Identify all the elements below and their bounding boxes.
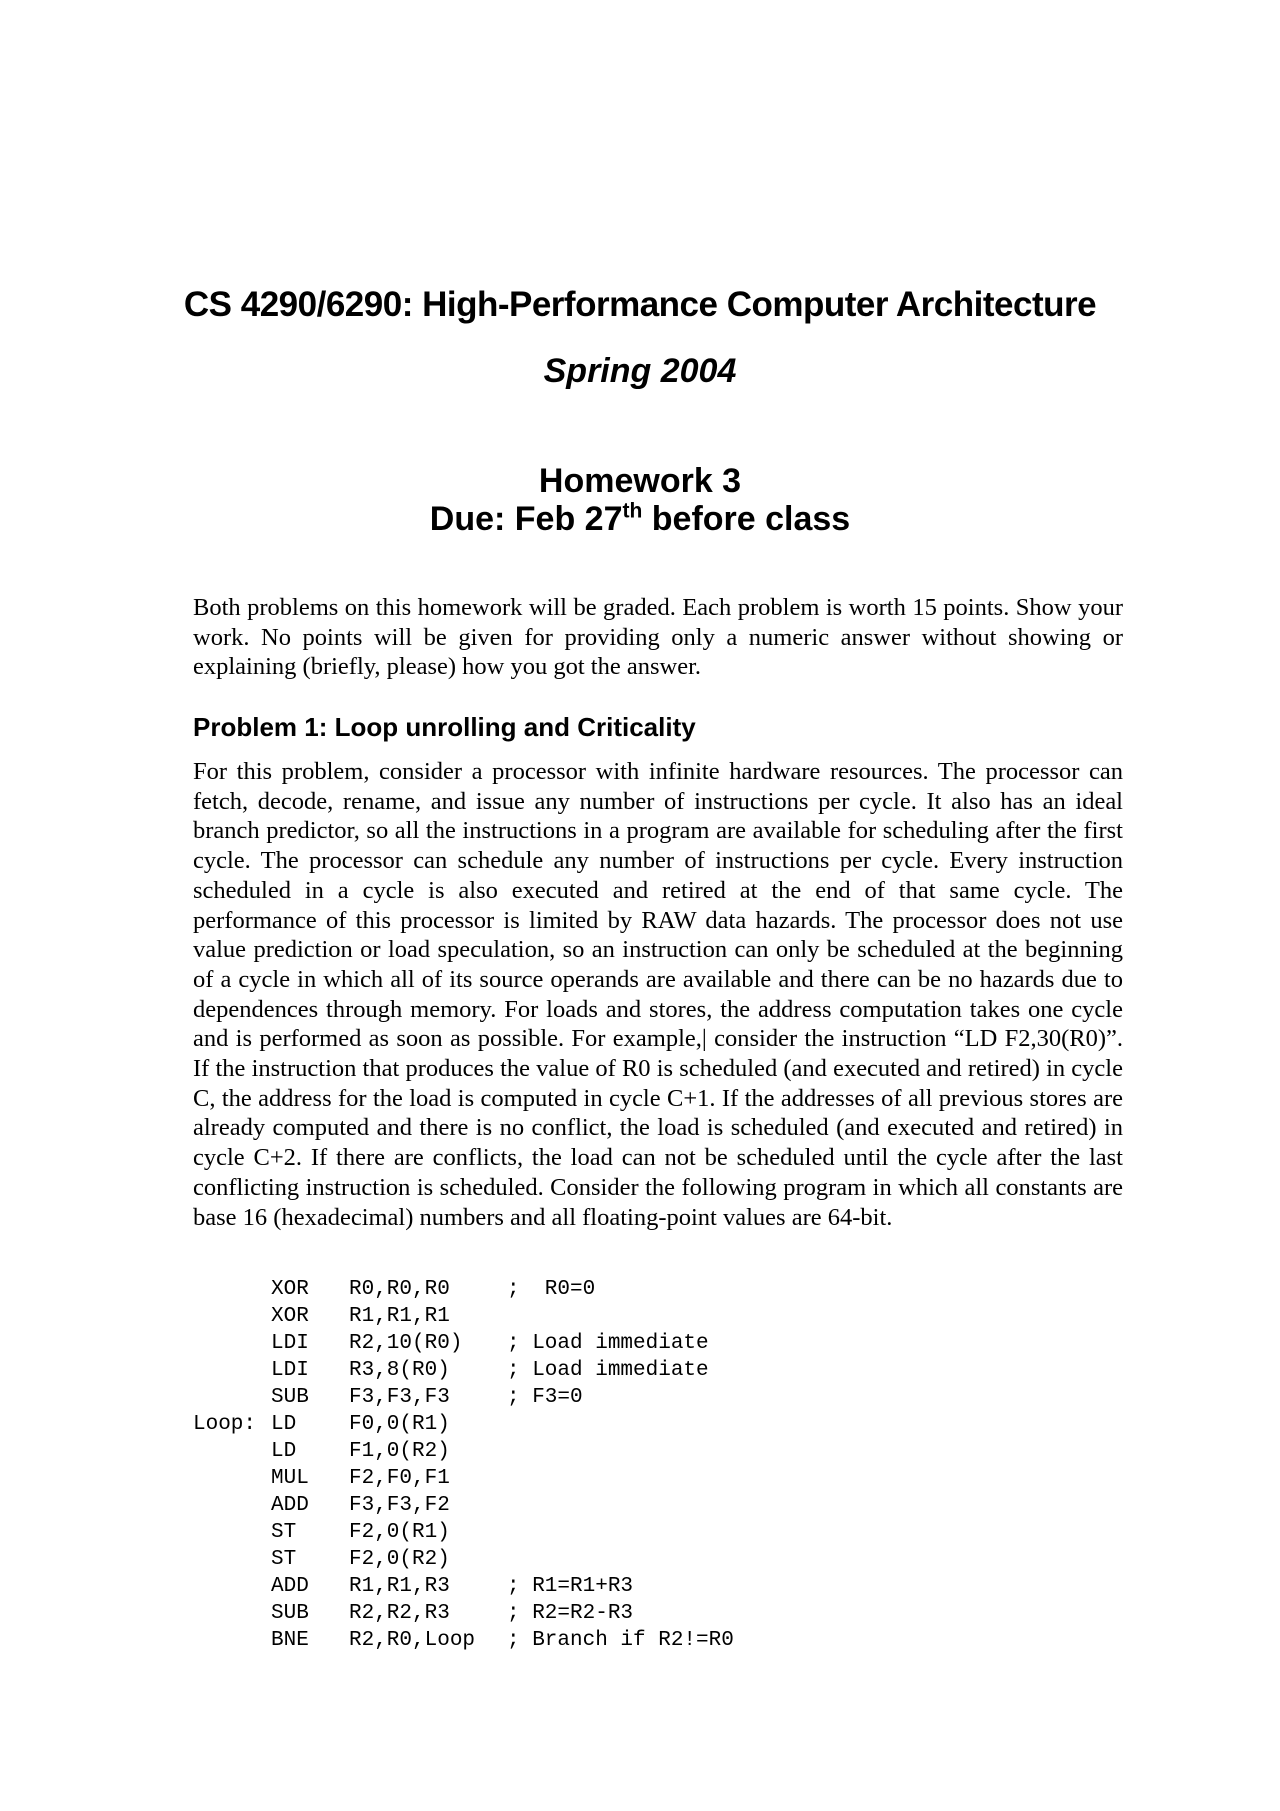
code-comment: ; Load immediate	[507, 1359, 709, 1382]
code-line	[193, 1384, 734, 1411]
code-operands: R3,8(R0)	[349, 1359, 450, 1382]
code-line	[193, 1465, 734, 1492]
code-operands: F0,0(R1)	[349, 1413, 450, 1436]
code-line	[193, 1546, 734, 1573]
code-comment: ; Branch if R2!=R0	[507, 1629, 734, 1652]
code-comment: ; R2=R2-R3	[507, 1602, 634, 1625]
code-line	[193, 1627, 734, 1654]
code-opcode: SUB	[271, 1602, 309, 1625]
problem-1-heading: Problem 1: Loop unrolling and Criticality	[193, 712, 696, 742]
problem-1-body: For this problem, consider a processor with infinite hardware resources. The processor can fetch, decode, rename, and issue any number of instructions per cycle. It also has an ideal branch predictor, so all the instructions in a program are available for scheduling after the first cycle. The processor can schedule any number of instructions per cycle. Every instruction scheduled in a cycle is also executed and retired at the end of that same cycle. The performance of this processor is limited by RAW data hazards. The processor does not use value prediction or load speculation, so an instruction can only be scheduled at the beginning of a cycle in which all of its source operands are available and there can be no hazards due to dependences through memory. For loads and stores, the address computation takes one cycle and is performed as soon as possible. For example,| consider the instruction “LD F2,30(R0)”. If the instruction that produces the value of R0 is scheduled (and executed and retired) in cycle C, the address for the load is computed in cycle C+1. If the addresses of all previous stores are already computed and there is no conflict, the load is scheduled (and executed and retired) in cycle C+2. If there are conflicts, the load can not be scheduled until the cycle after the last conflicting instruction is scheduled. Consider the following program in which all constants are base 16 (hexadecimal) numbers and all floating-point values are 64-bit.	[193, 758, 1123, 1231]
code-comment: ; Load immediate	[507, 1332, 709, 1355]
code-comment: ; R0=0	[507, 1278, 596, 1301]
code-opcode: LDI	[271, 1332, 309, 1355]
code-opcode: SUB	[271, 1386, 309, 1409]
code-operands: F2,0(R2)	[349, 1548, 450, 1571]
code-opcode: ST	[271, 1548, 297, 1571]
code-opcode: XOR	[271, 1278, 309, 1301]
code-opcode: ST	[271, 1521, 297, 1544]
code-line	[193, 1330, 734, 1357]
code-line	[193, 1357, 734, 1384]
code-line	[193, 1411, 734, 1438]
code-line	[193, 1303, 734, 1330]
code-listing	[193, 1276, 734, 1654]
code-operands: R2,R0,Loop	[349, 1629, 476, 1652]
code-opcode: BNE	[271, 1629, 309, 1652]
due-prefix: Due: Feb 27	[429, 500, 623, 538]
code-operands: F3,F3,F2	[349, 1494, 450, 1517]
code-line	[193, 1276, 734, 1303]
due-suffix: before class	[642, 500, 851, 538]
code-operands: R2,R2,R3	[349, 1602, 450, 1625]
code-operands: R0,R0,R0	[349, 1278, 450, 1301]
code-line	[193, 1519, 734, 1546]
code-operands: F1,0(R2)	[349, 1440, 450, 1463]
code-operands: R1,R1,R3	[349, 1575, 450, 1598]
code-operands: R1,R1,R1	[349, 1305, 450, 1328]
due-superscript: th	[622, 499, 643, 523]
code-opcode: XOR	[271, 1305, 309, 1328]
code-operands: F2,0(R1)	[349, 1521, 450, 1544]
course-title: CS 4290/6290: High-Performance Computer Architecture	[183, 285, 1097, 324]
homework-title: Homework 3	[538, 462, 742, 500]
due-date	[0, 500, 1280, 539]
code-line	[193, 1438, 734, 1465]
code-operands: R2,10(R0)	[349, 1332, 463, 1355]
code-line	[193, 1573, 734, 1600]
code-opcode: LD	[271, 1440, 297, 1463]
code-opcode: ADD	[271, 1494, 309, 1517]
code-line	[193, 1492, 734, 1519]
term-title: Spring 2004	[543, 352, 737, 390]
code-operands: F3,F3,F3	[349, 1386, 450, 1409]
code-opcode: LD	[271, 1413, 297, 1436]
intro-paragraph: Both problems on this homework will be graded. Each problem is worth 15 points. Show your work. No points will be given for providing only a numeric answer without showing or explaining (briefly, please) how you got the answer.	[193, 594, 1123, 680]
code-opcode: LDI	[271, 1359, 309, 1382]
code-label: Loop:	[193, 1413, 257, 1436]
code-comment: ; F3=0	[507, 1386, 583, 1409]
code-opcode: MUL	[271, 1467, 309, 1490]
code-comment: ; R1=R1+R3	[507, 1575, 634, 1598]
code-opcode: ADD	[271, 1575, 309, 1598]
code-operands: F2,F0,F1	[349, 1467, 450, 1490]
code-line	[193, 1600, 734, 1627]
